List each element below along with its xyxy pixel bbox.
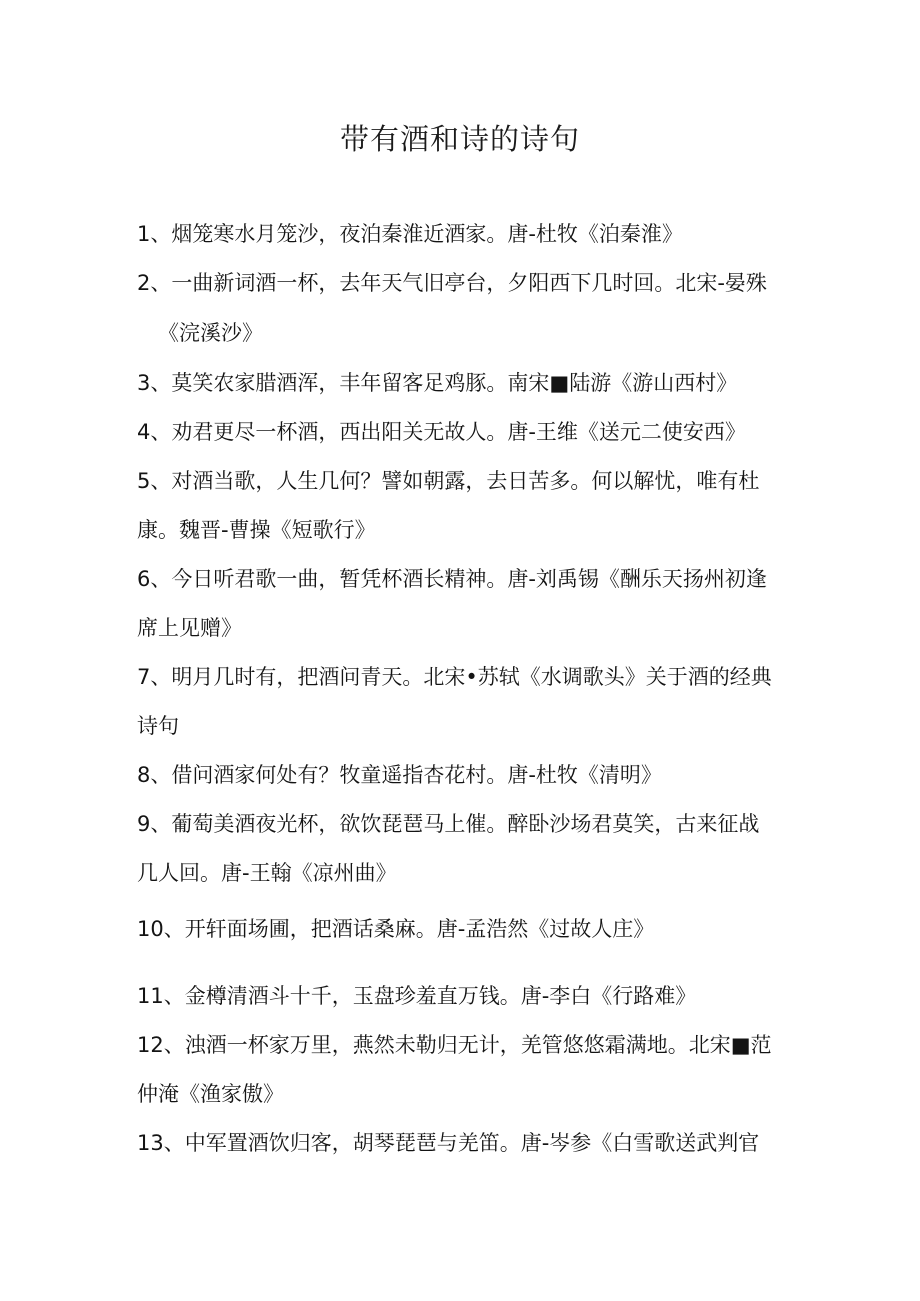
poem-line-3: 3、莫笑农家腊酒浑，丰年留客足鸡豚。南宋■陆游《游山西村》: [137, 371, 738, 395]
poem-line-9: 9、葡萄美酒夜光杯，欲饮琵琶马上催。醉卧沙场君莫笑，古来征战: [137, 812, 760, 836]
poem-line-5: 5、对酒当歌，人生几何？譬如朝露，去日苦多。何以解忧，唯有杜: [137, 469, 760, 493]
poem-line-7-continued: 诗句: [137, 714, 179, 738]
poem-line-2: 2、一曲新词酒一杯，去年天气旧亭台，夕阳西下几时回。北宋-晏殊: [137, 271, 767, 295]
poem-line-1: 1、烟笼寒水月笼沙，夜泊秦淮近酒家。唐-杜牧《泊秦淮》: [137, 222, 683, 246]
poem-line-2-continued: 《浣溪沙》: [158, 321, 263, 345]
poem-line-10: 10、开轩面场圃，把酒话桑麻。唐-孟浩然《过故人庄》: [137, 917, 655, 941]
poem-line-13: 13、中军置酒饮归客，胡琴琵琶与羌笛。唐-岑参《白雪歌送武判官: [137, 1131, 760, 1155]
poem-line-8: 8、借问酒家何处有？牧童遥指杏花村。唐-杜牧《清明》: [137, 763, 662, 787]
poem-line-9-continued: 几人回。唐-王翰《凉州曲》: [137, 861, 397, 885]
poem-line-11: 11、金樽清酒斗十千，玉盘珍羞直万钱。唐-李白《行路难》: [137, 984, 697, 1008]
page-title: 带有酒和诗的诗句: [339, 122, 580, 156]
poem-line-6: 6、今日听君歌一曲，暂凭杯酒长精神。唐-刘禹锡《酬乐天扬州初逢: [137, 567, 767, 591]
poem-line-7: 7、明月几时有，把酒问青天。北宋•苏轼《水调歌头》关于酒的经典: [137, 665, 772, 689]
poem-line-6-continued: 席上见赠》: [137, 616, 242, 640]
poem-line-4: 4、劝君更尽一杯酒，西出阳关无故人。唐-王维《送元二使安西》: [137, 420, 746, 444]
poem-line-5-continued: 康。魏晋-曹操《短歌行》: [137, 518, 376, 542]
poem-line-12-continued: 仲淹《渔家傲》: [137, 1082, 284, 1106]
poem-line-12: 12、浊酒一杯家万里，燕然未勒归无计，羌管悠悠霜满地。北宋■范: [137, 1033, 772, 1057]
